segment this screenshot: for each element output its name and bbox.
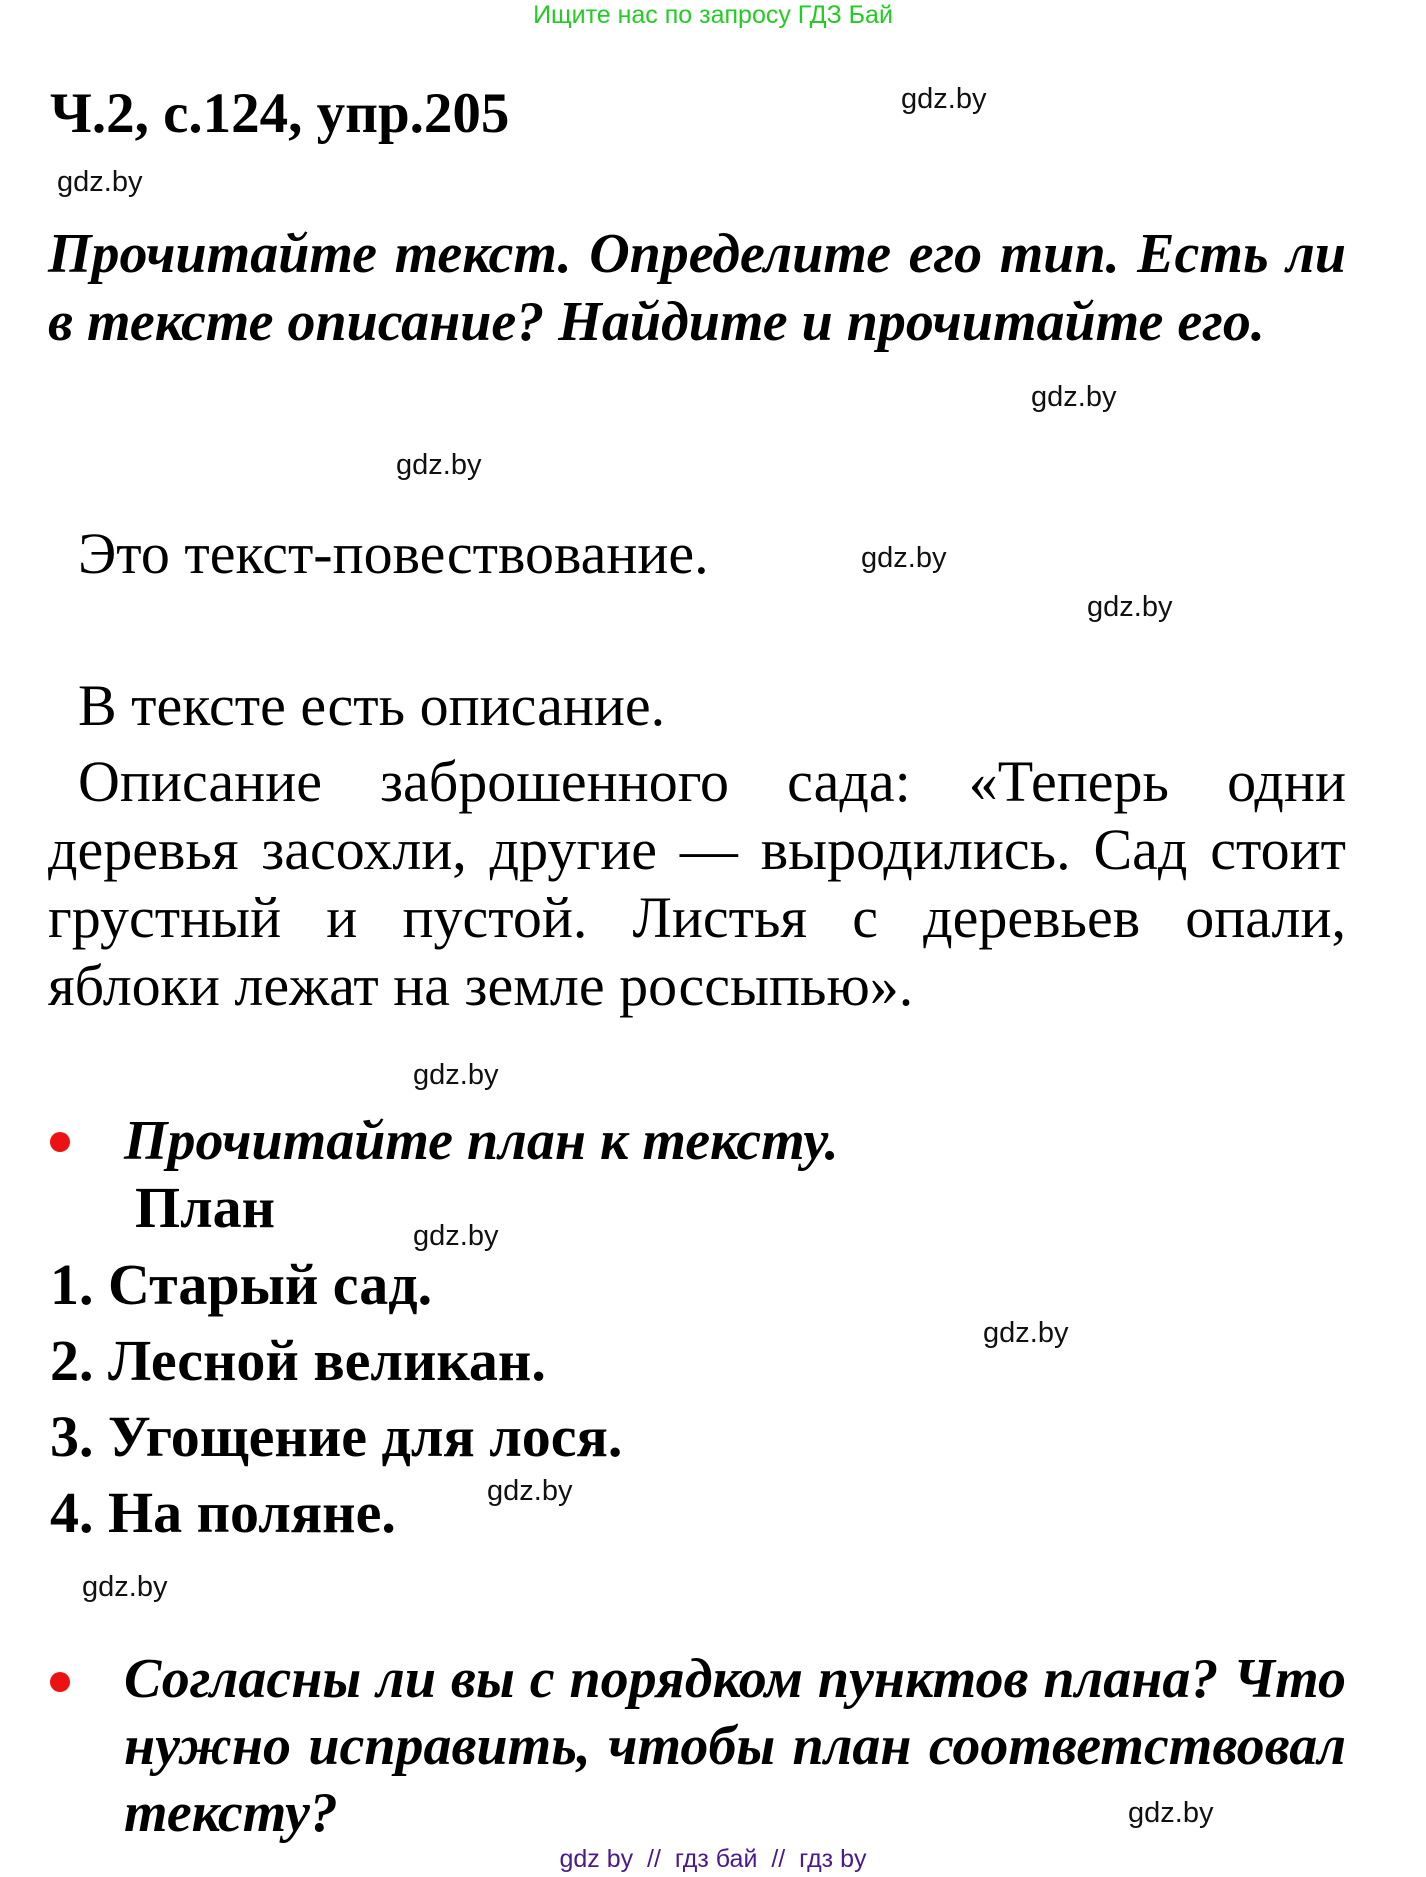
watermark: gdz.by	[1031, 381, 1117, 413]
watermark: gdz.by	[487, 1475, 573, 1507]
watermark: gdz.by	[413, 1059, 499, 1091]
plan-item: 1. Старый сад.	[50, 1252, 433, 1317]
watermark: gdz.by	[1128, 1797, 1214, 1829]
watermark: gdz.by	[983, 1317, 1069, 1349]
footer-watermark: gdz by // гдз бай // гдз by	[559, 1845, 867, 1873]
answer-text-type: Это текст-повествование.	[78, 521, 709, 586]
answer-description-quote: Описание заброшенного сада: «Теперь одни деревья засохли, другие — выродились. Сад стоит грустный и пустой. Листья с деревьев опали, яблоки лежат на земле россыпью».	[48, 749, 1346, 1018]
watermark: gdz.by	[1087, 591, 1173, 623]
plan-item: 2. Лесной великан.	[50, 1328, 546, 1393]
plan-prompt: Прочитайте план к тексту.	[124, 1110, 839, 1172]
plan-heading: План	[135, 1175, 276, 1240]
watermark: gdz.by	[861, 542, 947, 574]
watermark: gdz.by	[396, 449, 482, 481]
watermark: gdz.by	[413, 1220, 499, 1252]
plan-item: 4. На поляне.	[50, 1480, 396, 1545]
watermark: gdz.by	[901, 83, 987, 115]
watermark: gdz.by	[57, 166, 143, 198]
exercise-title: Ч.2, с.124, упр.205	[50, 82, 510, 145]
answer-has-description: В тексте есть описание.	[78, 673, 666, 738]
red-bullet-icon	[50, 1672, 70, 1692]
plan-item: 3. Угощение для лося.	[50, 1404, 623, 1469]
search-hint-banner: Ищите нас по запросу ГДЗ Бай	[533, 1, 893, 29]
watermark: gdz.by	[82, 1571, 168, 1603]
plan-order-question: Согласны ли вы с порядком пунктов плана? Что нужно исправить, чтобы план соответствовал тексту?	[124, 1648, 1346, 1844]
red-bullet-icon	[50, 1132, 70, 1152]
task-prompt: Прочитайте текст. Определите его тип. Есть ли в тексте описание? Найдите и прочитайте его.	[48, 223, 1346, 353]
